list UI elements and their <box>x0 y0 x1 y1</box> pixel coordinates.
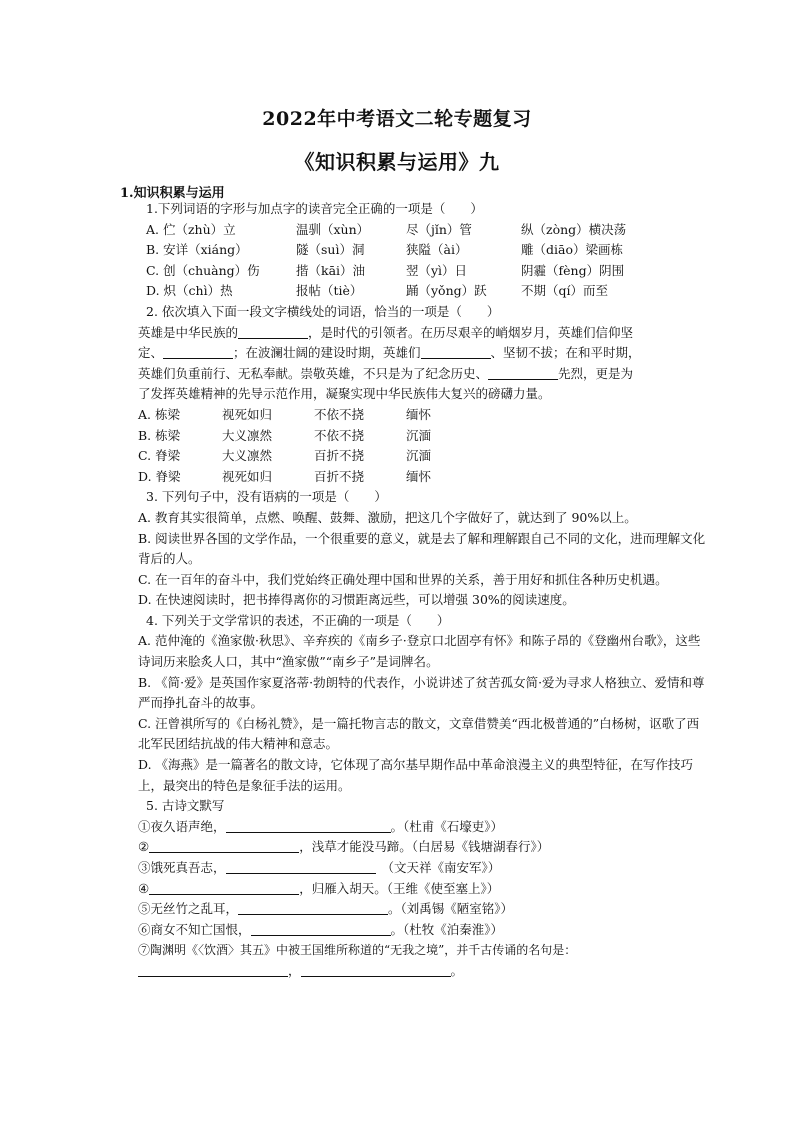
q1-option-b <box>146 240 706 261</box>
q2-a-4: 缅怀 <box>406 406 432 422</box>
q1-option-d <box>146 281 706 302</box>
q5-item-4 <box>138 879 706 900</box>
q2-passage-line-1 <box>138 323 706 344</box>
q2-d-2: 视死如归 <box>222 468 273 484</box>
q2-text: ；在波澜壮阔的建设时期，英雄们 <box>233 345 421 361</box>
q5-item-source: ，归雁入胡天。（王维《使至塞上》） <box>299 880 500 896</box>
q5-item-source: 。（刘禹锡《陋室铭》） <box>388 901 514 917</box>
q1-c-3: 翌（yì）日 <box>406 262 468 278</box>
q5-blank-4 <box>149 880 299 895</box>
q2-stem: 2. 依次填入下面一段文字横线处的词语，恰当的一项是（ ） <box>146 303 500 319</box>
content <box>138 199 706 982</box>
q5-blank-5 <box>238 900 388 915</box>
q1-b-1: B. 安详（xiáng） <box>146 242 248 258</box>
q1-c-2: 揩（kāi）油 <box>296 262 366 278</box>
q1-a-4: 纵（zòng）横决荡 <box>521 221 627 237</box>
q5-blank-6 <box>251 921 391 936</box>
q1-d-3: 踊（yǒng）跃 <box>406 283 487 299</box>
q5-item-6 <box>138 920 706 941</box>
q2-a-1: A. 栋梁 <box>138 406 180 422</box>
q1-a-2: 温驯（xùn） <box>296 221 370 237</box>
q5-item-text: ② <box>138 839 150 855</box>
q5-blank-7a <box>138 962 288 977</box>
q2-option-c <box>138 446 706 467</box>
q3-option-c: C. 在一百年的奋斗中，我们党始终正确处理中国和世界的关系，善于用好和抓住各种历史机遇。 <box>138 571 668 587</box>
q2-d-1: D. 脊梁 <box>138 468 181 484</box>
q2-b-1: B. 栋梁 <box>138 427 181 443</box>
q5-item-7: ⑦陶渊明《〈饮酒〉其五》中被王国维所称道的“无我之境”，并千古传诵的名句是： <box>138 943 577 958</box>
q2-c-2: 大义凛然 <box>222 448 273 464</box>
q2-d-4: 缅怀 <box>406 468 432 484</box>
q5-blank-3 <box>226 859 376 874</box>
q4-option-d: D. 《海燕》是一篇著名的散文诗，它体现了高尔基早期作品中革命浪漫主义的典型特征，在写作技巧上，最突出的特色是象征手法的运用。 <box>138 757 694 793</box>
q5-item-7-end: 。 <box>450 962 464 978</box>
q1-d-1: D. 炽（chì）热 <box>146 283 233 299</box>
q1-stem: 1.下列词语的字形与加点字的读音完全正确的一项是（ ） <box>146 201 483 216</box>
q2-a-3: 不依不挠 <box>314 406 365 422</box>
q5-item-text: ④ <box>138 880 150 896</box>
q1-option-a <box>146 220 706 241</box>
q5-item-1 <box>138 817 706 838</box>
q1-b-2: 隧（suì）洞 <box>296 242 365 258</box>
q2-text: 英雄们负重前行、无私奉献。崇敬英雄，不只是为了纪念历史、 <box>138 365 489 381</box>
q4-option-c: C. 汪曾祺所写的《白杨礼赞》，是一篇托物言志的散文，文章借赞美“西北极普通的”白杨树，讴歌了西北军民团结抗战的伟大精神和意志。 <box>138 715 700 752</box>
q5-item-source: 。（杜牧《泊秦淮》） <box>390 921 504 937</box>
q5-item-5 <box>138 899 706 920</box>
q1-c-4: 阴霾（fèng）阴围 <box>521 262 625 278</box>
q2-text: 、坚韧不拔；在和平时期， <box>490 345 641 361</box>
q4-stem: 4. 下列关于文学常识的表述，不正确的一项是（ ） <box>146 612 450 628</box>
q3-option-d: D. 在快速阅读时，把书捧得离你的习惯距离远些，可以增强 30%的阅读速度。 <box>138 592 575 608</box>
q5-item-text: ①夜久语声绝， <box>138 818 226 834</box>
q5-item-text: ⑤无丝竹之乱耳， <box>138 901 239 917</box>
page-title: 2022年中考语文二轮专题复习 <box>262 108 532 130</box>
q5-item-text: ③饿死真吾志， <box>138 860 226 875</box>
q2-c-3: 百折不挠 <box>314 448 365 464</box>
page-subtitle: 《知识积累与运用》九 <box>294 150 500 174</box>
q2-blank-3 <box>421 344 491 359</box>
q5-item-2 <box>138 837 706 858</box>
q2-a-2: 视死如归 <box>222 406 273 422</box>
q2-blank-4 <box>488 365 558 380</box>
q2-passage-line-4: 了发挥英雄精神的先导示范作用，凝聚实现中华民族伟大复兴的磅礴力量。 <box>138 386 551 402</box>
q2-text: 英雄是中华民族的 <box>138 324 239 340</box>
q5-item-source: ，浅草才能没马蹄。（白居易《钱塘湖春行》） <box>299 839 550 855</box>
q5-blank-1 <box>226 818 391 833</box>
q4-option-a: A. 范仲淹的《渔家傲·秋思》、辛弃疾的《南乡子·登京口北固亭有怀》和陈子昂的《登幽州台歌》，这些诗词历来脍炙人口，其中“渔家傲”“南乡子”是词牌名。 <box>138 633 701 670</box>
q2-option-d <box>138 467 706 488</box>
q5-item-7-blanks <box>138 961 706 982</box>
q2-text: 先烈，更是为 <box>558 365 634 381</box>
q2-c-1: C. 脊梁 <box>138 448 181 464</box>
section-heading: 1.知识积累与运用 <box>120 186 225 201</box>
q1-d-2: 报帖（tiè） <box>296 283 363 299</box>
q5-item-7-sep: ， <box>288 962 301 978</box>
q5-item-source: 。（杜甫《石壕吏》） <box>390 818 504 834</box>
q1-d-4: 不期（qí）而至 <box>521 283 608 299</box>
q1-option-c <box>146 261 706 282</box>
q1-c-1: C. 创（chuàng）伤 <box>146 262 260 278</box>
q1-b-3: 狭隘（ài） <box>406 242 468 258</box>
q2-c-4: 沉湎 <box>406 448 432 464</box>
q4-option-b: B. 《简·爱》是英国作家夏洛蒂·勃朗特的代表作，小说讲述了贫苦孤女简·爱为寻求人格独立、爱情和尊严而挣扎奋斗的故事。 <box>138 674 705 711</box>
q2-b-4: 沉湎 <box>406 427 432 443</box>
q5-item-source: （文天祥《南安军》） <box>381 860 501 875</box>
q1-a-1: A. 伫（zhù）立 <box>146 221 236 237</box>
q5-stem: 5. 古诗文默写 <box>146 798 225 814</box>
q2-passage-line-3 <box>138 364 706 385</box>
q2-b-2: 大义凛然 <box>222 427 273 443</box>
q2-d-3: 百折不挠 <box>314 468 365 484</box>
q2-text: 定、 <box>138 345 164 361</box>
q2-option-b <box>138 426 706 447</box>
q5-item-3 <box>138 858 706 879</box>
q2-blank-1 <box>238 324 308 339</box>
q2-text: ，是时代的引领者。在历尽艰辛的峭烟岁月，英雄们信仰坚 <box>308 324 634 340</box>
q1-b-4: 雕（diāo）梁画栋 <box>521 242 623 258</box>
q2-b-3: 不依不挠 <box>314 427 365 443</box>
q3-option-b: B. 阅读世界各国的文学作品，一个很重要的意义，就是去了解和理解跟自己不同的文化，进而理解文化背后的人。 <box>138 530 706 567</box>
q5-item-text: ⑥商女不知亡国恨， <box>138 921 251 937</box>
q5-blank-2 <box>149 838 299 853</box>
q5-blank-7b <box>301 962 451 977</box>
q2-blank-2 <box>163 344 233 359</box>
q1-a-3: 尽（jǐn）管 <box>406 221 472 237</box>
q3-stem: 3. 下列句子中，没有语病的一项是（ ） <box>146 489 387 505</box>
q3-option-a: A. 教育其实很简单，点燃、唤醒、鼓舞、激励，把这几个字做好了，就达到了 90%以上。 <box>138 509 637 525</box>
q2-option-a <box>138 405 706 426</box>
q2-passage-line-2 <box>138 343 706 364</box>
